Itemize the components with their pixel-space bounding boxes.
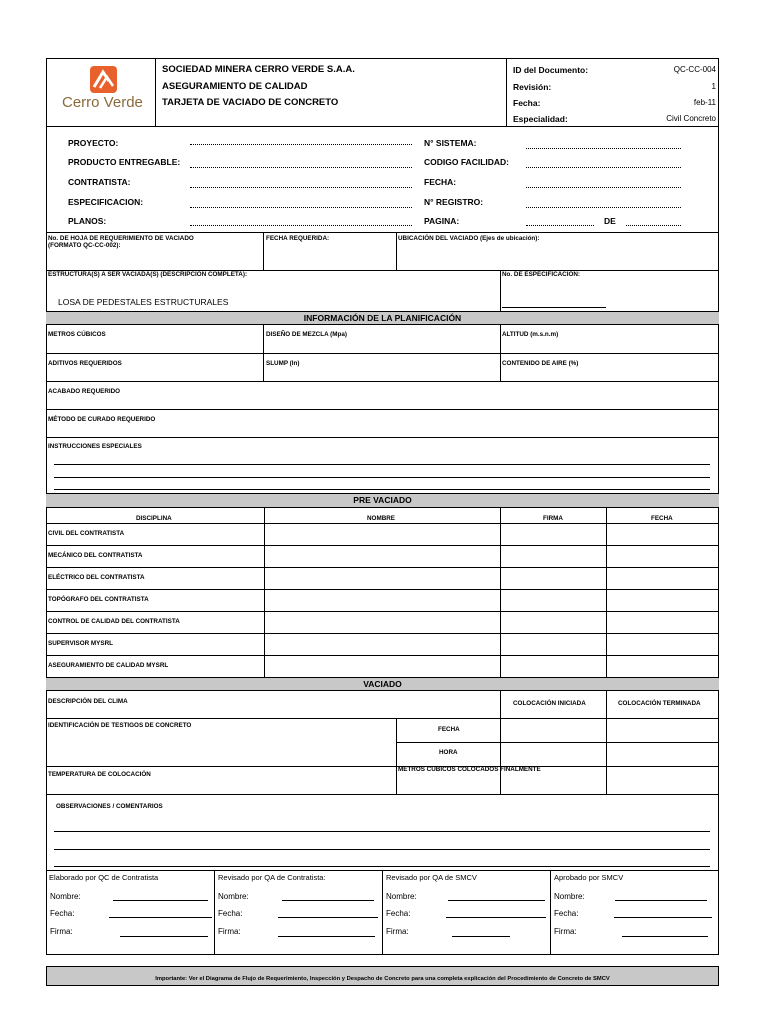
date-line[interactable] xyxy=(278,917,378,918)
discipline-row: TOPÓGRAFO DEL CONTRATISTA xyxy=(48,596,149,603)
name-header: NOMBRE xyxy=(367,515,395,522)
altitude-label: ALTITUD (m.s.n.m) xyxy=(502,331,559,338)
additives-label: ADITIVOS REQUERIDOS xyxy=(48,360,122,367)
prepared-by-label: Elaborado por QC de Contratista xyxy=(49,873,159,882)
divider xyxy=(506,58,507,127)
registry-label: N° REGISTRO: xyxy=(424,197,484,207)
specification-label: ESPECIFICACION: xyxy=(68,197,144,207)
temperature-label: TEMPERATURA DE COLOCACIÓN xyxy=(48,771,151,778)
final-cubic-meters-label: METROS CUBICOS COLOCADOS FINALMENTE xyxy=(398,766,541,773)
weather-label: DESCRIPCIÓN DEL CLIMA xyxy=(48,698,128,705)
pre-pour-section-header: PRE VACIADO xyxy=(46,493,719,508)
name-line[interactable] xyxy=(282,900,374,901)
page-label: PAGINA: xyxy=(424,216,460,226)
divider xyxy=(46,611,719,612)
required-date-label: FECHA REQUERIDA: xyxy=(266,235,330,242)
company-logo xyxy=(60,64,150,116)
divider xyxy=(264,508,265,678)
reviewed-contractor-label: Revisado por QA de Contratista: xyxy=(218,873,326,882)
divider xyxy=(500,270,501,311)
divider xyxy=(155,58,156,127)
date-label: Fecha: xyxy=(218,909,243,918)
plans-label: PLANOS: xyxy=(68,216,107,226)
project-field[interactable] xyxy=(190,139,412,145)
date-label: Fecha: xyxy=(386,909,411,918)
deliverable-label: PRODUCTO ENTREGABLE: xyxy=(68,157,181,167)
logo-text: Cerro Verde xyxy=(62,94,143,111)
discipline-row: SUPERVISOR MYSRL xyxy=(48,640,113,647)
specification-field[interactable] xyxy=(190,202,412,208)
important-note xyxy=(46,966,719,986)
observations-line[interactable] xyxy=(54,831,710,832)
test-date-label: FECHA xyxy=(438,726,460,733)
department: ASEGURAMIENTO DE CALIDAD xyxy=(162,81,308,92)
date-line[interactable] xyxy=(109,917,212,918)
divider xyxy=(500,508,501,678)
placement-finished-label: COLOCACIÓN TERMINADA xyxy=(618,700,701,707)
request-sheet-label: No. DE HOJA DE REQUERIMIENTO DE VACIADO xyxy=(48,235,194,242)
instructions-line[interactable] xyxy=(54,477,710,478)
deliverable-field[interactable] xyxy=(190,162,412,168)
discipline-row: CIVIL DEL CONTRATISTA xyxy=(48,530,125,537)
finish-label: ACABADO REQUERIDO xyxy=(48,388,121,395)
date-value: feb-11 xyxy=(693,98,716,107)
specialty-label: Especialidad: xyxy=(513,114,568,124)
signature-line[interactable] xyxy=(120,936,208,937)
discipline-header: DISCIPLINA xyxy=(136,515,172,522)
divider xyxy=(46,437,719,438)
divider xyxy=(396,742,719,743)
date-label: Fecha: xyxy=(50,909,75,918)
divider xyxy=(46,523,719,524)
doc-id-label: ID del Documento: xyxy=(513,65,589,75)
signature-label: Firma: xyxy=(218,927,241,936)
divider xyxy=(46,381,719,382)
approved-by-label: Aprobado por SMCV xyxy=(554,873,624,882)
divider xyxy=(46,655,719,656)
divider xyxy=(396,232,397,270)
structure-value[interactable]: LOSA DE PEDESTALES ESTRUCTURALES xyxy=(58,297,229,307)
signature-line[interactable] xyxy=(452,936,510,937)
total-pages-field[interactable] xyxy=(626,220,681,226)
contractor-label: CONTRATISTA: xyxy=(68,177,131,187)
name-line[interactable] xyxy=(615,900,707,901)
divider xyxy=(382,870,383,954)
name-label: Nombre: xyxy=(218,892,249,901)
revision-value: 1 xyxy=(711,82,716,91)
spec-number-label: No. DE ESPECIFICACION: xyxy=(502,271,581,278)
fecha-label: FECHA: xyxy=(424,177,457,187)
structure-label: ESTRUCTURA(S) A SER VACIADA(S) (DESCRIPCION COMPLETA): xyxy=(48,271,248,278)
divider xyxy=(46,589,719,590)
reviewed-smcv-label: Revisado por QA de SMCV xyxy=(386,873,477,882)
divider xyxy=(46,766,719,767)
test-samples-label: IDENTIFICACIÓN DE TESTIGOS DE CONCRETO xyxy=(48,722,192,729)
observations-label: OBSERVACIONES / COMENTARIOS xyxy=(56,803,163,810)
divider xyxy=(396,766,397,794)
plans-field[interactable] xyxy=(190,220,412,226)
slump-label: SLUMP (In) xyxy=(266,360,300,367)
de-label: DE xyxy=(604,216,616,226)
name-label: Nombre: xyxy=(554,892,585,901)
date-label: Fecha: xyxy=(513,98,541,108)
test-hour-label: HORA xyxy=(439,749,458,756)
important-note-text: Importante: Ver el Diagrama de Flujo de Requerimiento, Inspección y Despacho de Concreto para una completa explicación del Procedimiento de Concreto de SMCV xyxy=(155,976,610,982)
form-title: TARJETA DE VACIADO DE CONCRETO xyxy=(162,97,339,108)
discipline-row: MECÁNICO DEL CONTRATISTA xyxy=(48,552,143,559)
divider xyxy=(46,718,719,719)
divider xyxy=(606,508,607,678)
request-format-label: (FORMATO QC-CC-002): xyxy=(48,242,121,249)
project-label: PROYECTO: xyxy=(68,138,119,148)
contractor-field[interactable] xyxy=(190,182,412,188)
date-header: FECHA xyxy=(651,515,673,522)
placement-started-label: COLOCACIÓN INICIADA xyxy=(513,700,586,707)
revision-label: Revisión: xyxy=(513,82,552,92)
date-line[interactable] xyxy=(614,917,712,918)
divider xyxy=(46,794,719,795)
divider xyxy=(46,633,719,634)
discipline-row: ELÉCTRICO DEL CONTRATISTA xyxy=(48,574,145,581)
facility-code-field[interactable] xyxy=(526,162,681,168)
divider xyxy=(46,353,719,354)
location-label: UBICACIÓN DEL VACIADO (Ejes de ubicación): xyxy=(398,235,540,242)
spec-number-field[interactable] xyxy=(502,307,606,308)
instructions-line[interactable] xyxy=(54,464,710,465)
facility-code-label: CODIGO FACILIDAD: xyxy=(424,157,509,167)
signature-label: Firma: xyxy=(50,927,73,936)
discipline-row: CONTROL DE CALIDAD DEL CONTRATISTA xyxy=(48,618,180,625)
date-line[interactable] xyxy=(446,917,546,918)
registry-field[interactable] xyxy=(526,202,681,208)
divider xyxy=(46,409,719,410)
page-field[interactable] xyxy=(526,220,594,226)
observations-line[interactable] xyxy=(54,849,710,850)
signature-label: Firma: xyxy=(554,927,577,936)
divider xyxy=(550,870,551,954)
name-label: Nombre: xyxy=(50,892,81,901)
air-content-label: CONTENIDO DE AIRE (%) xyxy=(502,360,579,367)
planning-section-header: INFORMACIÓN DE LA PLANIFICACIÓN xyxy=(46,311,719,325)
pour-section-header: VACIADO xyxy=(46,677,719,691)
signature-line[interactable] xyxy=(278,936,375,937)
divider xyxy=(46,567,719,568)
date-label: Fecha: xyxy=(554,909,579,918)
doc-id-value: QC-CC-004 xyxy=(673,65,716,74)
system-label: N° SISTEMA: xyxy=(424,138,477,148)
name-line[interactable] xyxy=(448,900,545,901)
name-line[interactable] xyxy=(113,900,208,901)
fecha-field[interactable] xyxy=(526,182,681,188)
signature-line[interactable] xyxy=(622,936,708,937)
special-instructions-label: INSTRUCCIONES ESPECIALES xyxy=(48,443,142,450)
mix-design-label: DISEÑO DE MEZCLA (Mpa) xyxy=(266,331,347,338)
divider xyxy=(214,870,215,954)
signature-label: Firma: xyxy=(386,927,409,936)
instructions-line[interactable] xyxy=(54,489,710,490)
divider xyxy=(263,232,264,270)
name-label: Nombre: xyxy=(386,892,417,901)
divider xyxy=(46,126,719,127)
divider xyxy=(46,545,719,546)
signature-header: FIRMA xyxy=(543,515,563,522)
observations-line[interactable] xyxy=(54,866,710,867)
system-field[interactable] xyxy=(526,143,681,149)
curing-label: MÉTODO DE CURADO REQUERIDO xyxy=(48,416,156,423)
discipline-row: ASEGURAMIENTO DE CALIDAD MYSRL xyxy=(48,662,169,669)
cubic-meters-label: METROS CÚBICOS xyxy=(48,331,106,338)
divider xyxy=(46,232,719,233)
company-name: SOCIEDAD MINERA CERRO VERDE S.A.A. xyxy=(162,64,355,75)
specialty-value: Civil Concreto xyxy=(666,114,716,123)
